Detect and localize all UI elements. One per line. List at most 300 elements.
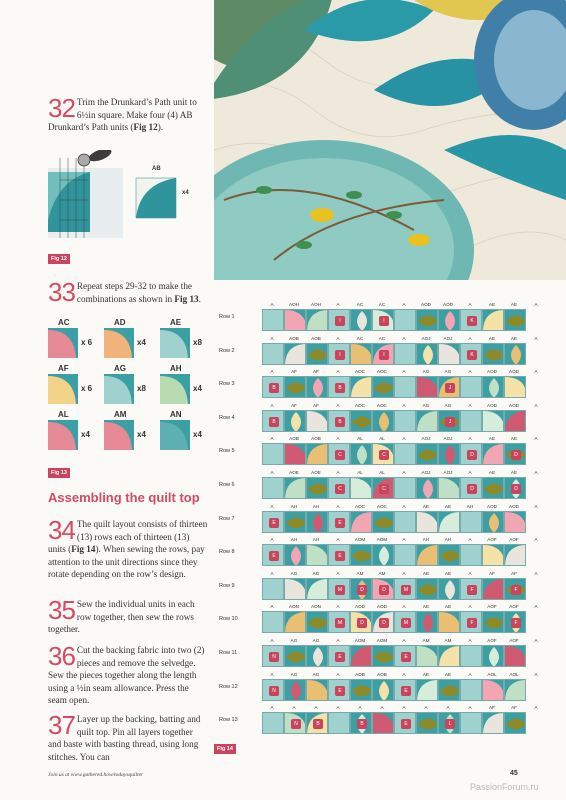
fig-14-column-label: AOF <box>509 604 519 610</box>
fig-14-column-label: A <box>468 604 472 610</box>
fig-12-multiplier: x4 <box>182 190 189 196</box>
fig-14-column-label: A <box>534 302 538 307</box>
fig-14-unit <box>504 443 526 465</box>
step-number: 36 <box>48 641 75 671</box>
fig-14-unit <box>328 544 350 566</box>
fig-14-column-label: AOC <box>355 402 365 408</box>
fig-14-unit <box>306 712 328 734</box>
fig-14-column-label: A <box>468 369 472 375</box>
fig-14-unit <box>394 578 416 600</box>
fig-14-column-label: AE <box>510 335 518 341</box>
fig-14-column-label: AOF <box>487 537 497 543</box>
fig-14-unit <box>460 511 482 533</box>
fig-14-unit <box>284 578 306 600</box>
fig-14-unit <box>262 645 284 667</box>
fig-14-column-label: A <box>534 335 538 341</box>
fig-14-column-label: AE <box>488 302 496 307</box>
fig-14-column-label: A <box>336 302 340 307</box>
fig-14-column-label: AOC <box>377 402 387 408</box>
fig-14-unit-letter: B <box>335 417 345 427</box>
fig-14-unit <box>416 511 438 533</box>
fig-14-unit-letter: F <box>511 618 521 628</box>
step-text-end: . <box>198 293 201 304</box>
fig-14-unit <box>306 309 328 331</box>
fig-14-column-label: A <box>402 503 406 509</box>
step-35 <box>48 595 208 636</box>
fig-14-unit-letter: K <box>467 316 477 326</box>
fig-14-column-label: AOM <box>376 537 388 543</box>
fig-14-unit <box>262 712 284 734</box>
fig-14-column-label: A <box>468 302 472 307</box>
fig-14-quilt-row <box>262 645 526 667</box>
fig-14-column-label: A <box>270 537 274 543</box>
step-number: 32 <box>48 93 75 123</box>
fig-14-column-label: AOJ <box>421 470 431 475</box>
fig-14-unit-letter: E <box>401 686 411 696</box>
fig-13-block-label: AG <box>114 364 126 373</box>
fig-14-column-label: AL <box>357 436 363 442</box>
fig-14-unit <box>350 578 372 600</box>
fig-14-column-label: A <box>534 705 538 711</box>
fig-14-unit <box>350 443 372 465</box>
fig-14-unit <box>394 511 416 533</box>
fig-14-column-label: AOF <box>509 537 519 543</box>
fig-14-row-label: Row 13 <box>219 717 238 724</box>
fig-14-unit <box>306 578 328 600</box>
fig-14-unit <box>262 410 284 432</box>
fig-14-unit-letter: J <box>445 417 455 427</box>
fig-14-unit <box>438 511 460 533</box>
fig-14-column-label: A <box>402 537 406 543</box>
fig-14-column-label: AOD <box>421 302 431 307</box>
fig-14-unit <box>306 443 328 465</box>
fig-14-unit-letter: B <box>335 383 345 393</box>
fig-14-unit <box>306 376 328 398</box>
fig-14-unit <box>438 309 460 331</box>
fig-14-unit <box>306 343 328 365</box>
fig-14-unit <box>438 679 460 701</box>
fig-14-unit <box>284 309 306 331</box>
fig-14-column-label: AON <box>289 604 299 610</box>
fig-14-unit <box>372 544 394 566</box>
fig-14-unit-letter: E <box>269 551 279 561</box>
fig-14-column-label: A <box>336 335 340 341</box>
fig-14-column-label: AE <box>510 470 518 475</box>
fig-14-unit <box>482 309 504 331</box>
fig-13-block <box>104 420 134 450</box>
fig-14-column-label: AH <box>312 537 320 543</box>
fig-14-unit <box>394 712 416 734</box>
fig-14-column-label: A <box>468 638 472 643</box>
fig-14-quilt-row <box>262 578 526 600</box>
fig-14-unit <box>416 410 438 432</box>
fig-14-unit-letter: E <box>401 652 411 662</box>
fig-14-column-label: A <box>336 503 340 509</box>
fig-reference: Fig 12 <box>133 122 158 133</box>
fig-14-column-label: A <box>270 402 274 408</box>
fig-14-column-label: A <box>534 671 538 677</box>
fig-14-unit-letter: F <box>467 585 477 595</box>
fig-13-block-label: AC <box>58 318 70 327</box>
fig-14-unit <box>504 477 526 499</box>
step-text: Cut the backing fabric into two (2) pieces and remove the selvedge. Sew the pieces together along the length using a ½in seam allowance. Press the seam open. <box>48 645 205 706</box>
fig-14-column-label: AOJ <box>443 436 453 442</box>
step-number: 33 <box>48 277 75 307</box>
fig-14-column-label: A <box>270 671 274 677</box>
fig-14-unit <box>372 443 394 465</box>
fig-13-tag: Fig 13 <box>48 468 70 478</box>
fig-14-column-label: A <box>402 705 406 711</box>
fig-14-column-label: AE <box>488 470 496 475</box>
fig-14-unit-letter: C <box>335 450 345 460</box>
fig-14-unit <box>460 544 482 566</box>
fig-14-quilt-row <box>262 712 526 734</box>
fig-14-column-label: A <box>336 402 340 408</box>
fig-13-block-label: AE <box>170 318 182 327</box>
fig-14-unit <box>460 443 482 465</box>
fig-14-column-label: AC <box>378 335 386 341</box>
fig-14-unit-letter: M <box>401 585 411 595</box>
fig-14-unit-letter: B <box>357 719 367 729</box>
fig-14-column-label: AOF <box>509 638 519 643</box>
fig-14-column-label: AOB <box>289 436 299 442</box>
fig-14-quilt-row <box>262 679 526 701</box>
fig-14-column-label: AE <box>488 335 496 341</box>
fig-14-column-label: AOB <box>377 671 387 677</box>
fig-14-column-label: AOD <box>509 369 519 375</box>
fig-14-column-label: AG <box>422 402 430 408</box>
step-34 <box>48 515 208 581</box>
fig-14-unit <box>350 309 372 331</box>
fig-14-unit-letter: F <box>467 618 477 628</box>
step-number: 35 <box>48 595 75 625</box>
fig-14-column-label: AOJ <box>443 335 453 341</box>
fig-14-column-label: A <box>402 369 406 375</box>
quilt-photo <box>214 0 566 280</box>
fig-14-column-label: AE <box>510 436 518 442</box>
fig-14-column-label: AG <box>312 671 320 677</box>
fig-14-unit <box>372 309 394 331</box>
fig-14-column-label: A <box>468 470 472 475</box>
fig-14-unit <box>460 712 482 734</box>
fig-14-unit <box>482 712 504 734</box>
fig-14-unit <box>262 309 284 331</box>
fig-14-unit <box>504 309 526 331</box>
fig-14-unit <box>416 443 438 465</box>
fig-14-unit <box>438 712 460 734</box>
fig-14-column-label: AOB <box>289 335 299 341</box>
fig-14-unit <box>394 343 416 365</box>
fig-14-column-label: AG <box>444 402 452 408</box>
fig-14-column-label: AOH <box>311 302 321 307</box>
fig-14-column-label: A <box>534 503 538 509</box>
fig-14-unit <box>306 410 328 432</box>
fig-14-column-label: A <box>402 402 406 408</box>
fig-14-column-label: A <box>336 705 340 711</box>
fig-14-unit <box>438 343 460 365</box>
fig-14-quilt-row <box>262 611 526 633</box>
fig-14-column-label: AOB <box>311 335 321 341</box>
fig-14-unit <box>372 611 394 633</box>
fig-14-unit-letter: I <box>335 350 345 360</box>
step-33 <box>48 277 208 307</box>
step-number: 37 <box>48 710 75 740</box>
fig-14-column-label: A <box>402 671 406 677</box>
fig-14-column-label: A <box>534 470 538 475</box>
fig-14-column-label: AOF <box>487 638 497 643</box>
fig-14-unit <box>416 309 438 331</box>
fig-14-unit <box>262 544 284 566</box>
fig-14-unit <box>460 645 482 667</box>
fig-14-column-label: AF <box>489 570 495 576</box>
fig-14-unit <box>394 544 416 566</box>
fig-14-unit <box>416 477 438 499</box>
fig-14-unit <box>372 712 394 734</box>
fig-12-label: AB <box>152 166 161 172</box>
fig-14-unit-letter: C <box>379 450 389 460</box>
fig-14-column-label: AOM <box>376 638 388 643</box>
fig-14-unit-letter: D <box>357 618 367 628</box>
fig-13-block <box>160 328 190 358</box>
fig-14-unit <box>504 544 526 566</box>
fig-13-block-multiplier: x 6 <box>81 338 93 347</box>
fig-13-block <box>48 328 78 358</box>
fig-14-row-label: Row 3 <box>219 381 235 388</box>
fig-14-column-label: AF <box>511 705 517 711</box>
fig-14-column-label: AM <box>422 638 430 643</box>
fig-14-column-label: A <box>534 369 538 375</box>
fig-14-column-label: AOC <box>355 369 365 375</box>
fig-14-unit <box>460 611 482 633</box>
fig-13-block-label: AM <box>114 410 127 419</box>
fig-14-unit <box>416 578 438 600</box>
fig-14-unit-letter: I <box>379 316 389 326</box>
fig-14-column-label: AE <box>422 570 430 576</box>
fig-14-unit <box>416 645 438 667</box>
fig-14-column-label: A <box>270 436 274 442</box>
fig-14-unit-letter: E <box>269 518 279 528</box>
fig-14-column-label: AF <box>313 402 319 408</box>
fig-14-column-label: AOF <box>487 604 497 610</box>
fig-14-column-label: A <box>270 638 274 643</box>
step-37 <box>48 710 208 763</box>
fig-13-block <box>104 328 134 358</box>
fig-13-block-label: AH <box>170 364 182 373</box>
fig-14-column-label: AH <box>466 503 474 509</box>
fig-14-unit <box>438 443 460 465</box>
fig-14-unit-letter: M <box>335 618 345 628</box>
fig-14-column-label: A <box>270 369 274 375</box>
fig-14-column-label: A <box>336 638 340 643</box>
fig-14-unit <box>482 376 504 398</box>
fig-14-unit <box>262 443 284 465</box>
fig-14-unit <box>350 712 372 734</box>
fig-14-unit <box>284 544 306 566</box>
fig-13-block-label: AF <box>58 364 69 373</box>
fig-14-column-label: AL <box>379 436 385 442</box>
step-number: 34 <box>48 515 75 545</box>
fig-14-unit-letter: B <box>313 719 323 729</box>
fig-14-column-label: AM <box>444 638 452 643</box>
fig-14-row-label: Row 5 <box>219 448 235 455</box>
fig-14-unit <box>372 343 394 365</box>
fig-14-unit-letter: E <box>401 719 411 729</box>
fig-13-block-multiplier: x4 <box>81 430 90 439</box>
fig-14-column-label: AON <box>311 604 321 610</box>
section-heading: Assembling the quilt top <box>48 490 200 505</box>
fig-14-column-label: AE <box>422 604 430 610</box>
fig-14-unit <box>460 679 482 701</box>
fig-14-unit-letter: B <box>269 417 279 427</box>
step-text-end: ). <box>157 122 164 133</box>
fig-14-unit <box>262 679 284 701</box>
fig-14-column-label: AOL <box>487 671 497 677</box>
fig-14-quilt-row <box>262 477 526 499</box>
fig-14-unit <box>460 376 482 398</box>
fig-14-unit <box>306 511 328 533</box>
fig-14-column-label: A <box>468 570 472 576</box>
fig-14-unit <box>460 410 482 432</box>
fig-14-quilt-row <box>262 376 526 398</box>
fig-13-block-label: AN <box>170 410 182 419</box>
fig-14-unit <box>504 343 526 365</box>
fig-14-column-label: AF <box>291 369 297 375</box>
fig-13-block <box>48 420 78 450</box>
fig-14-unit-letter: D <box>511 484 521 494</box>
fig-14-column-label: AE <box>444 604 452 610</box>
fig-14-column-label: AOD <box>443 302 453 307</box>
fig-14-column-label: A <box>534 537 538 543</box>
fig-14-unit <box>416 544 438 566</box>
fig-14-column-label: AOE <box>289 470 299 475</box>
fig-14-unit <box>504 410 526 432</box>
fig-13-block-multiplier: x4 <box>137 338 146 347</box>
fig-12 <box>48 150 208 250</box>
fig-14-quilt-row <box>262 511 526 533</box>
fig-14-column-label: AOD <box>487 369 497 375</box>
fig-14-column-label: A <box>534 604 538 610</box>
fig-14-row-label: Row 4 <box>219 414 235 421</box>
fig-14-unit <box>504 511 526 533</box>
fig-14-unit <box>328 410 350 432</box>
fig-14-quilt-row <box>262 443 526 465</box>
fig-14-column-label: A <box>336 604 340 610</box>
fig-14-unit <box>482 343 504 365</box>
fig-14-unit-letter: D <box>379 618 389 628</box>
fig-14-unit <box>306 544 328 566</box>
fig-14-column-label: AOC <box>377 369 387 375</box>
fig-14-column-label: A <box>336 436 340 442</box>
fig-14-unit-letter: E <box>335 686 345 696</box>
fig-14-quilt-row <box>262 309 526 331</box>
fig-14-unit <box>416 712 438 734</box>
fig-14-unit <box>262 611 284 633</box>
fig-14-column-label: A <box>468 335 472 341</box>
fig-14-unit <box>460 343 482 365</box>
fig-14-unit <box>262 343 284 365</box>
fig-14-unit <box>416 376 438 398</box>
fig-14-unit <box>350 410 372 432</box>
fig-14-unit <box>350 611 372 633</box>
fig-14-unit <box>284 376 306 398</box>
step-text: Trim the Drunkard’s Path unit to 6½in square. Make four (4) AB Drunkard’s Path units ( <box>48 97 197 133</box>
fig-14-unit <box>262 511 284 533</box>
fig-14-column-label: AOD <box>509 503 519 509</box>
fig-14-unit <box>416 679 438 701</box>
fig-14-column-label: AH <box>290 537 298 543</box>
fig-13-block-multiplier: x8 <box>193 338 202 347</box>
fig-14-row-label: Row 12 <box>219 683 238 690</box>
fig-14-column-label: AOD <box>487 503 497 509</box>
fig-14-column-label: A <box>270 604 274 610</box>
fig-14-unit <box>438 645 460 667</box>
fig-13 <box>48 318 218 458</box>
fig-14-unit <box>328 343 350 365</box>
fig-14-column-label: A <box>380 705 384 711</box>
fig-14-unit <box>438 578 460 600</box>
fig-14-row-label: Row 1 <box>219 314 235 320</box>
fig-14-unit-letter: D <box>467 484 477 494</box>
fig-14-column-label: A <box>534 570 538 576</box>
fig-14-column-label: AF <box>313 369 319 375</box>
fig-14-unit <box>394 376 416 398</box>
fig-14-unit <box>328 578 350 600</box>
fig-14-unit <box>350 511 372 533</box>
fig-14-column-label: A <box>402 470 406 475</box>
fig-14-unit-letter: D <box>357 585 367 595</box>
fig-14-unit <box>306 611 328 633</box>
page-number: 45 <box>510 770 518 777</box>
fig-14-unit <box>394 645 416 667</box>
fig-14-column-label: A <box>402 604 406 610</box>
fig-14-column-label: A <box>336 470 340 475</box>
fig-14-row-label: Row 9 <box>219 582 235 589</box>
fig-14-unit <box>504 712 526 734</box>
fig-14-unit <box>482 511 504 533</box>
fig-14-row-label: Row 7 <box>219 515 235 522</box>
quilt-photo-image <box>214 0 566 280</box>
fig-14-unit <box>504 611 526 633</box>
step-text: The quilt layout consists of thirteen (13) rows each of thirteen (13) units ( <box>48 519 208 555</box>
fig-13-block-multiplier: x4 <box>193 384 202 393</box>
fig-14-column-label: A <box>336 537 340 543</box>
fig-14-unit <box>328 679 350 701</box>
fig-14-column-label: A <box>446 705 450 711</box>
fig-14-column-label: AF <box>511 570 517 576</box>
fig-13-block-multiplier: x 6 <box>81 384 93 393</box>
fig-14-column-label: AH <box>422 537 430 543</box>
fig-14-unit-letter: C <box>379 484 389 494</box>
fig-14-unit-letter: L <box>445 719 455 729</box>
fig-14-column-label: AOJ <box>421 335 431 341</box>
fig-14-unit <box>394 611 416 633</box>
fig-13-block-multiplier: x4 <box>137 430 146 439</box>
fig-14-unit <box>306 477 328 499</box>
fig-12-tag: Fig 12 <box>48 254 70 264</box>
fig-14-unit-letter: M <box>401 618 411 628</box>
fig-14-unit-letter: D <box>467 450 477 460</box>
fig-14-unit <box>372 578 394 600</box>
fig-14-unit <box>328 645 350 667</box>
fig-14-unit-letter: F <box>511 585 521 595</box>
fig-14-unit-letter: D <box>379 585 389 595</box>
fig-14-column-label: A <box>468 671 472 677</box>
fig-14-unit <box>504 679 526 701</box>
step-36 <box>48 641 208 707</box>
fig-14-unit <box>350 343 372 365</box>
fig-14-unit <box>306 645 328 667</box>
fig-14-unit <box>350 376 372 398</box>
